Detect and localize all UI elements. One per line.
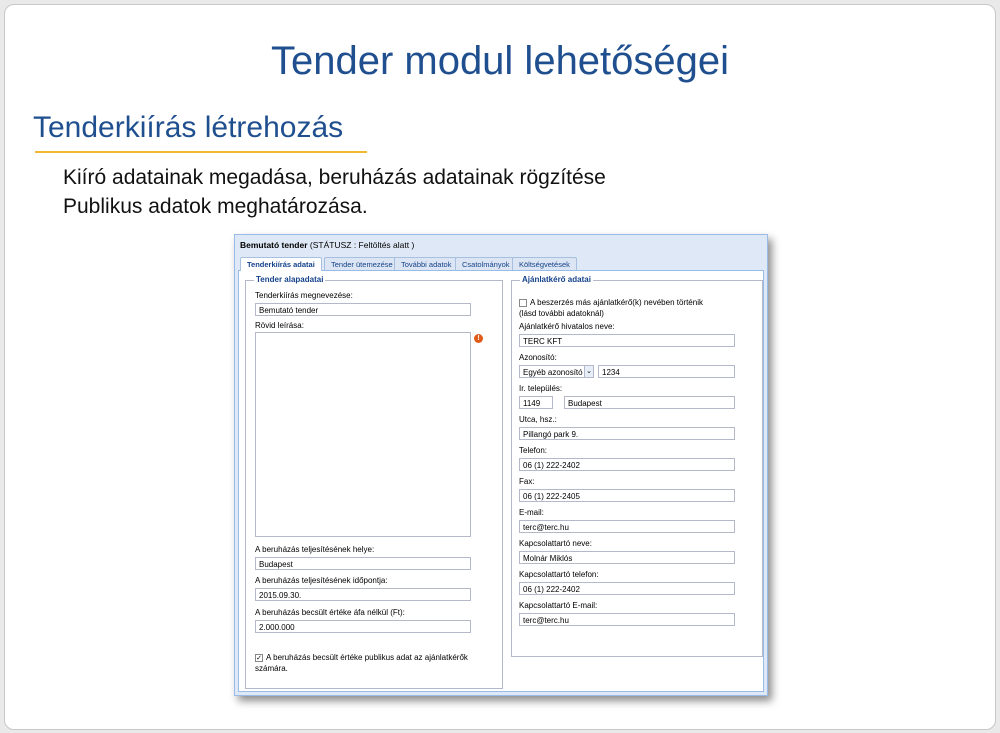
street-label: Utca, hsz.: (519, 415, 557, 424)
contact-phone-label: Kapcsolattartó telefon: (519, 570, 599, 579)
zip-city-label: Ir. település: (519, 384, 563, 393)
tender-basic-fieldset (245, 275, 503, 689)
public-checkbox-label-2: számára. (255, 664, 288, 673)
id-label: Azonosító: (519, 353, 557, 362)
phone-label: Telefon: (519, 446, 548, 455)
bullet-list (63, 163, 606, 221)
tab-schedule[interactable]: Tender ütemezése (324, 257, 400, 270)
requester-legend: Ajánlatkérő adatai (522, 275, 591, 284)
value-input[interactable]: 2.000.000 (255, 620, 471, 633)
id-value-input[interactable]: 1234 (598, 365, 735, 378)
other-requester-label-1: A beszerzés más ajánlatkérő(k) nevében történik (530, 298, 703, 307)
window-title-name: Bemutató tender (240, 240, 308, 250)
tab-more-data[interactable]: További adatok (394, 257, 458, 270)
place-input[interactable]: Budapest (255, 557, 471, 570)
place-label: A beruházás teljesítésének helye: (255, 545, 375, 554)
requester-fieldset (511, 275, 763, 657)
contact-name-input[interactable]: Molnár Miklós (519, 551, 735, 564)
chevron-down-icon[interactable]: ⌄ (584, 365, 594, 378)
subtitle-underline (35, 151, 367, 153)
phone-input[interactable]: 06 (1) 222-2402 (519, 458, 735, 471)
tab-budgets[interactable]: Költségvetések (512, 257, 577, 270)
official-name-label: Ajánlatkérő hivatalos neve: (519, 322, 615, 331)
public-checkbox[interactable]: ✓ (256, 655, 262, 662)
short-desc-textarea[interactable] (255, 332, 471, 537)
slide-title: Tender modul lehetőségei (270, 39, 730, 83)
tender-name-label: Tenderkiírás megnevezése: (255, 291, 353, 300)
contact-email-label: Kapcsolattartó E-mail: (519, 601, 598, 610)
id-type-select[interactable]: Egyéb azonosító (519, 365, 585, 378)
window-title (240, 240, 414, 250)
date-input[interactable]: 2015.09.30. (255, 588, 471, 601)
contact-email-input[interactable]: terc@terc.hu (519, 613, 735, 626)
tab-tender-data[interactable]: Tenderkiírás adatai (240, 257, 322, 271)
bullet-item: Kiíró adatainak megadása, beruházás adatainak rögzítése (63, 166, 606, 189)
bullet-item: Publikus adatok meghatározása. (63, 195, 368, 218)
fax-label: Fax: (519, 477, 535, 486)
street-input[interactable]: Pillangó park 9. (519, 427, 735, 440)
tender-basic-legend: Tender alapadatai (256, 275, 324, 284)
contact-phone-input[interactable]: 06 (1) 222-2402 (519, 582, 735, 595)
other-requester-checkbox[interactable] (519, 299, 527, 307)
public-checkbox-label-1: A beruházás becsült értéke publikus adat az ajánlatkérők (266, 653, 468, 662)
city-input[interactable]: Budapest (564, 396, 735, 409)
tab-bar (238, 255, 764, 271)
tab-attachments[interactable]: Csatolmányok (455, 257, 517, 270)
email-input[interactable]: terc@terc.hu (519, 520, 735, 533)
date-label: A beruházás teljesítésének időpontja: (255, 576, 388, 585)
other-requester-label-2: (lásd további adatoknál) (519, 309, 604, 318)
window-title-status: (STÁTUSZ : Feltöltés alatt ) (309, 240, 415, 250)
contact-name-label: Kapcsolattartó neve: (519, 539, 592, 548)
email-label: E-mail: (519, 508, 544, 517)
tender-window (234, 234, 768, 696)
official-name-input[interactable]: TERC KFT (519, 334, 735, 347)
tab-panel (238, 271, 764, 692)
error-icon: ! (474, 334, 483, 343)
short-desc-label: Rövid leírása: (255, 321, 304, 330)
fax-input[interactable]: 06 (1) 222-2405 (519, 489, 735, 502)
value-label: A beruházás becsült értéke áfa nélkül (Ft): (255, 608, 405, 617)
tender-name-input[interactable]: Bemutató tender (255, 303, 471, 316)
zip-input[interactable]: 1149 (519, 396, 553, 409)
slide-subtitle: Tenderkiírás létrehozás (33, 111, 344, 144)
